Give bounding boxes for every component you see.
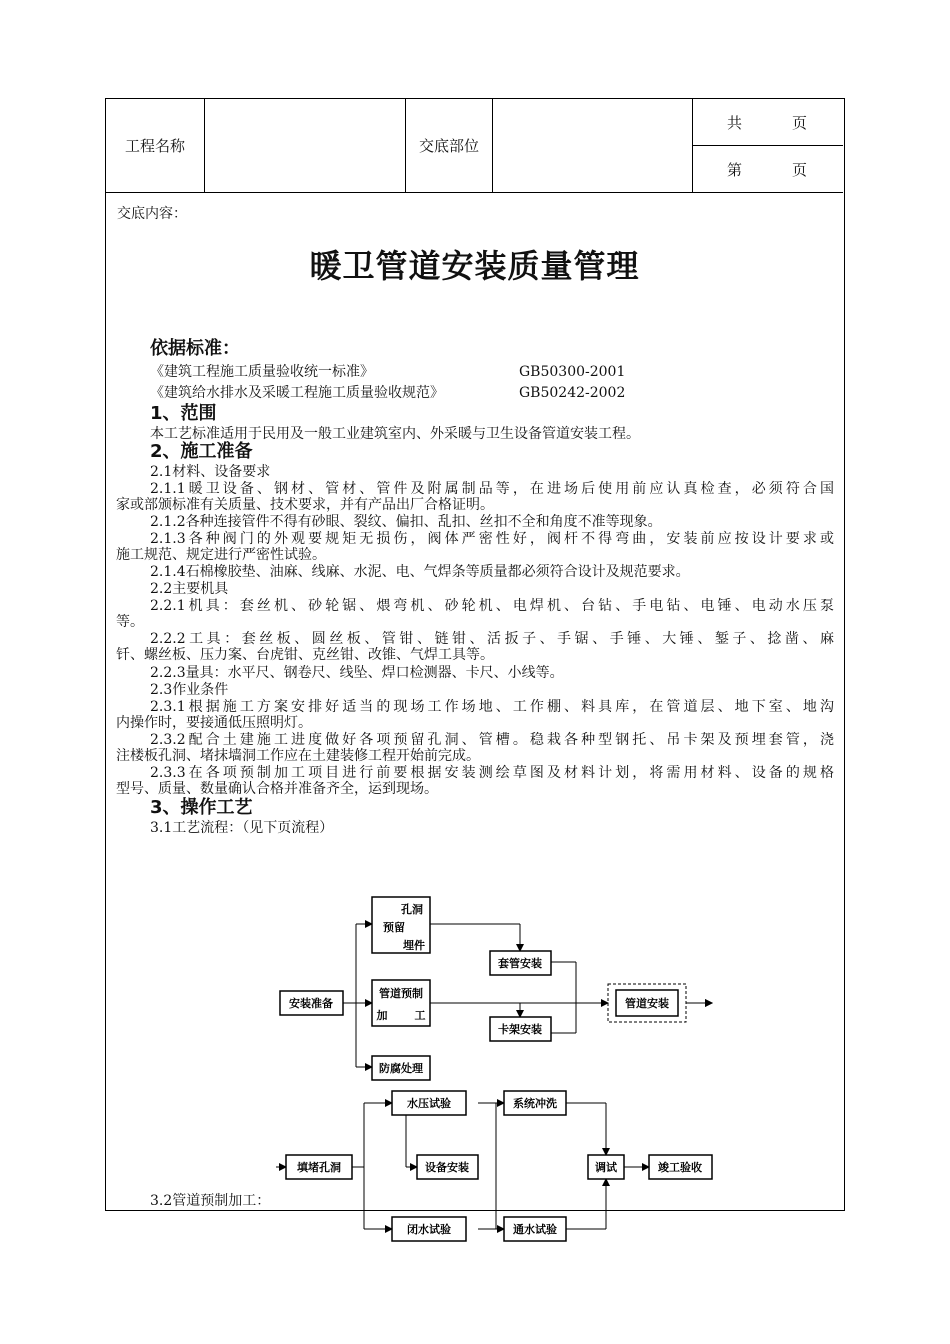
s2-line: 2.2主要机具 xyxy=(150,581,229,597)
s2-line: 2.2.2工具：套丝板、圆丝板、管钳、链钳、活扳子、手锯、手锤、大锤、錾子、捻凿、麻 xyxy=(150,631,834,647)
flow-sleeve-label: 套管安装 xyxy=(498,957,542,970)
document-frame xyxy=(105,98,845,1236)
total-pages-suffix: 页 xyxy=(792,113,808,132)
s2-line: 型号、质量、数量确认合格并准备齐全，运到现场。 xyxy=(116,781,438,797)
s2-line: 2.1.4石棉橡胶垫、油麻、线麻、水泥、电、气焊条等质量都必须符合设计及规范要求。 xyxy=(150,564,690,580)
flow-fill-label: 填堵孔洞 xyxy=(297,1161,341,1174)
page-number-cell xyxy=(693,146,843,192)
location-field[interactable] xyxy=(493,99,693,192)
flow-pressure-label: 水压试验 xyxy=(407,1097,451,1110)
flow-closed-label: 闭水试验 xyxy=(407,1223,451,1236)
s2-line: 注楼板孔洞、堵抹墙洞工作应在土建装修工程开始前完成。 xyxy=(116,748,480,764)
s2-line: 2.1材料、设备要求 xyxy=(150,464,271,480)
total-pages-cell xyxy=(693,99,843,146)
section-3-heading: 3、操作工艺 xyxy=(150,797,253,818)
flow-flush-label: 系统冲洗 xyxy=(513,1097,557,1110)
s2-line: 钎、螺丝板、压力案、台虎钳、克丝钳、改锥、气焊工具等。 xyxy=(116,647,494,663)
s2-line: 2.1.1暖卫设备、钢材、管材、管件及附属制品等，在进场后使用前应认真检查，必须符合国 xyxy=(150,481,834,497)
project-name-field[interactable] xyxy=(205,99,406,192)
total-pages-prefix: 共 xyxy=(727,113,743,132)
s2-line: 2.1.3各种阀门的外观要规矩无损伤，阀体严密性好，阀杆不得弯曲，安装前应按设计要求或 xyxy=(150,531,834,547)
flow-prefab-label-2a: 加 xyxy=(376,1009,388,1022)
s2-line: 等。 xyxy=(116,614,144,630)
flow-equip-label: 设备安装 xyxy=(425,1161,469,1174)
flow-anti-label: 防腐处理 xyxy=(379,1062,423,1075)
s2-line: 家或部颁标准有关质量、技术要求，并有产品出厂合格证明。 xyxy=(116,497,494,513)
flow-hole-label-3: 埋件 xyxy=(403,939,425,952)
flow-prefab-label-2b: 工 xyxy=(414,1009,426,1022)
flow-prep-label: 安装准备 xyxy=(289,997,333,1010)
s2-line: 2.2.1机具：套丝机、砂轮锯、煨弯机、砂轮机、电焊机、台钻、手电钻、电锤、电动水压泵 xyxy=(150,598,834,614)
section-1-text: 本工艺标准适用于民用及一般工业建筑室内、外采暖与卫生设备管道安装工程。 xyxy=(150,426,640,442)
page-number-suffix: 页 xyxy=(792,160,808,179)
s2-line: 2.3.2配合土建施工进度做好各项预留孔洞、管槽。稳栽各种型钢托、吊卡架及预埋套管，浇 xyxy=(150,732,834,748)
standard-2-name: 《建筑给水排水及采暖工程施工质量验收规范》 xyxy=(150,385,444,401)
s2-line: 内操作时，要接通低压照明灯。 xyxy=(116,715,312,731)
content-label: 交底内容： xyxy=(117,206,187,222)
section-2-heading: 2、施工准备 xyxy=(150,441,253,462)
flow-accept-label: 竣工验收 xyxy=(658,1161,702,1174)
flow-hole-label-1: 孔洞 xyxy=(401,903,423,916)
flow-hole-label-2: 预留 xyxy=(383,921,405,934)
s3-line: 3.2管道预制加工： xyxy=(150,1193,271,1209)
page-number-prefix: 第 xyxy=(727,160,743,179)
standard-1-name: 《建筑工程施工质量验收统一标准》 xyxy=(150,364,374,380)
s2-line: 2.1.2各种连接管件不得有砂眼、裂纹、偏扣、乱扣、丝扣不全和角度不准等现象。 xyxy=(150,514,662,530)
header-table xyxy=(106,99,843,193)
s2-line: 2.3.3在各项预制加工项目进行前要根据安装测绘草图及材料计划，将需用材料、设备的规格 xyxy=(150,765,834,781)
location-label: 交底部位 xyxy=(406,99,493,192)
flow-water-label: 通水试验 xyxy=(513,1223,557,1236)
standard-1-code: GB50300-2001 xyxy=(519,364,626,380)
flow-prefab-label-1: 管道预制 xyxy=(379,987,423,1000)
basis-heading: 依据标准： xyxy=(150,338,240,359)
section-1-heading: 1、范围 xyxy=(150,403,217,424)
page-title: 暖卫管道安装质量管理 xyxy=(309,247,640,285)
project-name-label: 工程名称 xyxy=(106,99,205,192)
s3-line: 3.1工艺流程：（见下页流程） xyxy=(150,820,334,836)
s2-line: 施工规范、规定进行严密性试验。 xyxy=(116,547,326,563)
flow-debug-label: 调试 xyxy=(595,1161,617,1174)
s2-line: 2.3.1根据施工方案安排好适当的现场工作场地、工作棚、料具库，在管道层、地下室、地沟 xyxy=(150,699,834,715)
s2-line: 2.3作业条件 xyxy=(150,682,229,698)
flow-pipe-label: 管道安装 xyxy=(625,997,669,1010)
s2-line: 2.2.3量具：水平尺、钢卷尺、线坠、焊口检测器、卡尺、小线等。 xyxy=(150,665,564,681)
flow-bracket-label: 卡架安装 xyxy=(498,1023,542,1036)
standard-2-code: GB50242-2002 xyxy=(519,385,626,401)
